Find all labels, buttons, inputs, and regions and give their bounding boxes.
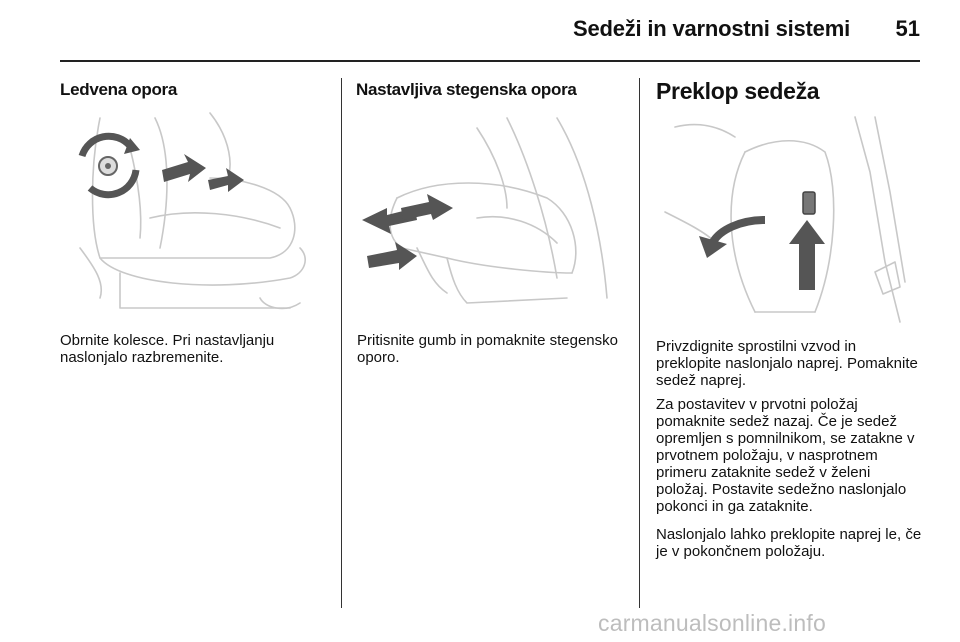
figure-seat-folding [655,112,920,324]
watermark: carmanualsonline.info [598,610,826,636]
paragraph-seat-folding-2: Za postavitev v prvotni položaj pomaknite sedež nazaj. Če je sedež opremljen s pomnilnikom, se zatakne v prvotnem položaju, v nasprotnem primeru zataknite sedež v želeni položaj. Postavite sedežno naslonjalo pokonci in ga zataknite. [656,396,915,515]
figure-thigh-support [357,108,622,320]
header-rule [60,60,920,62]
column-divider-1 [341,78,342,608]
paragraph-lumbar-support: Obrnite kolesce. Pri nastavljanju naslonjalo razbremenite. [60,332,275,366]
paragraph-seat-folding-1: Privzdignite sprostilni vzvod in preklopite naslonjalo naprej. Pomaknite sedež naprej. [656,338,918,389]
header-title: Sedeži in varnostni sistemi [572,16,850,41]
lumbar-wheel-icon [82,136,140,194]
release-lever-icon [803,192,815,214]
paragraph-thigh-support: Pritisnite gumb in pomaknite stegensko oporo. [357,332,618,366]
column-divider-2 [639,78,640,608]
section-heading-thigh-support: Nastavljiva stegenska opora [356,80,577,99]
paragraph-seat-folding-3: Naslonjalo lahko preklopite naprej le, če je v pokončnem položaju. [656,526,922,560]
lumbar-direction-arrows-icon [162,154,244,192]
thigh-support-arrows-icon [362,194,453,270]
lift-lever-arrow-icon [789,220,825,290]
figure-lumbar-support [60,108,325,320]
section-heading-lumbar-support: Ledvena opora [60,80,178,99]
section-heading-seat-folding: Preklop sedeža [656,78,820,104]
page-number: 51 [895,16,920,41]
